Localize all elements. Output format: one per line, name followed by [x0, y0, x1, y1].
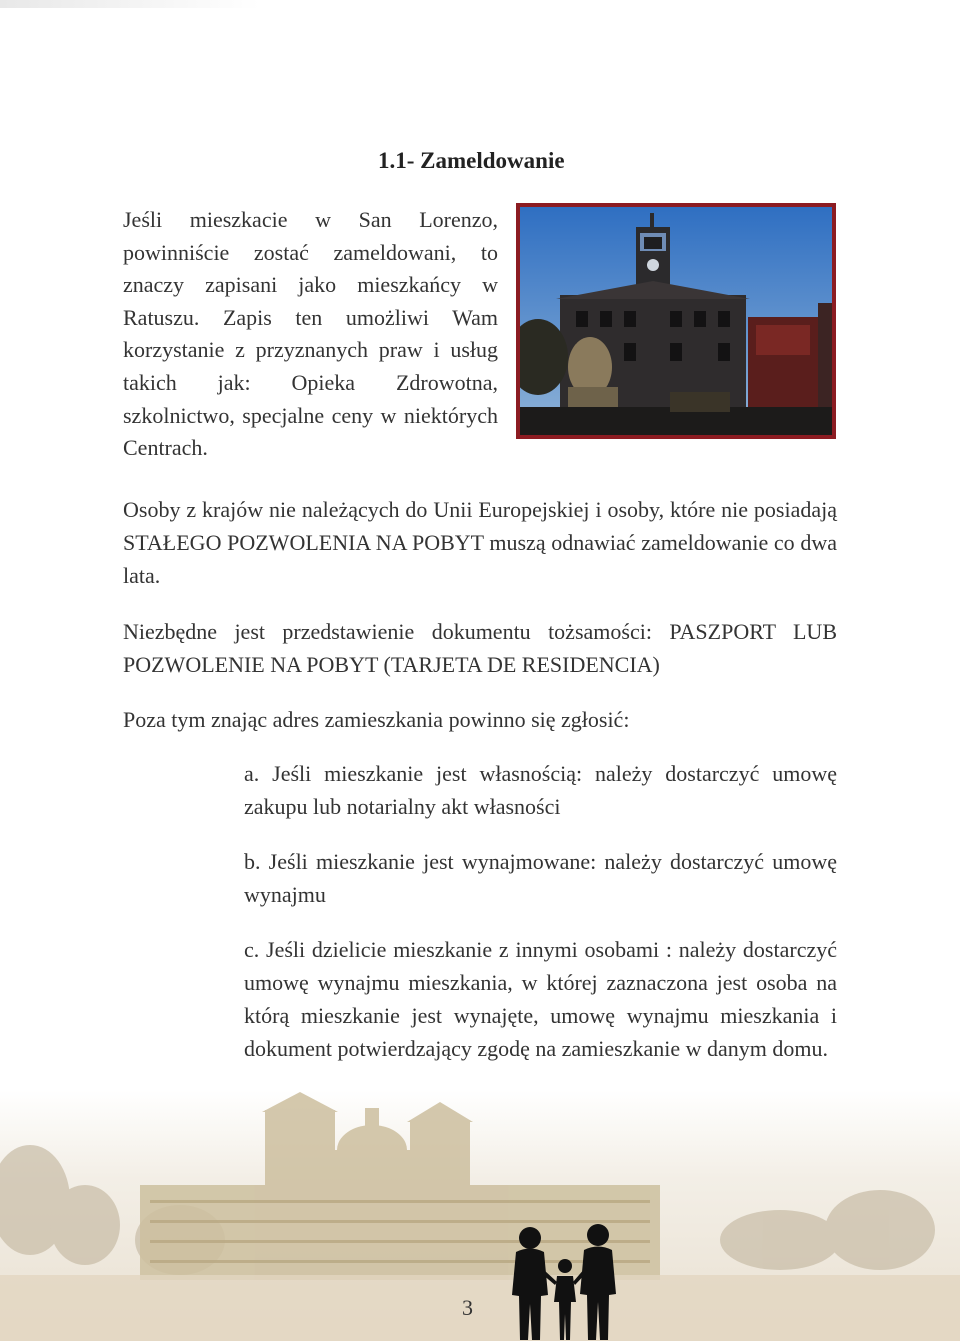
- non-eu-paragraph: Osoby z krajów nie należących do Unii Europejskiej i osoby, które nie posiadają STAŁEGO POZWOLENIA NA POBYT muszą odnawiać zameldowanie co dwa lata.: [123, 497, 837, 588]
- intro-paragraph: Jeśli mieszkacie w San Lorenzo, powinniście zostać zameldowani, to znaczy zapisani jako mieszkańcy w Ratuszu. Zapis ten umożliwi Wam korzystanie z przyznanych praw i usług takich jak: Opieka Zdrowotna, szkolnictwo, specjalne ceny w niektórych Centrach.: [123, 207, 498, 461]
- page-number: 3: [462, 1295, 473, 1320]
- list-item: a. Jeśli mieszkanie jest własnością: należy dostarczyć umowę zakupu lub notarialny akt własności: [244, 761, 837, 819]
- address-paragraph: Poza tym znając adres zamieszkania powinno się zgłosić:: [123, 707, 630, 732]
- section-heading: 1.1- Zameldowanie: [378, 148, 565, 173]
- list-item: b. Jeśli mieszkanie jest wynajmowane: należy dostarczyć umowę wynajmu: [244, 849, 837, 907]
- scan-edge: [0, 0, 260, 8]
- list-item: c. Jeśli dzielicie mieszkanie z innymi osobami : należy dostarczyć umowę wynajmu mieszkania, w której zaznaczona jest osoba na którą mieszkanie jest wynajęte, umowę wynajmu mieszkania i dokument potwierdzający zgodę na zamieszkanie w danym domu.: [244, 937, 837, 1061]
- document-paragraph: Niezbędne jest przedstawienie dokumentu tożsamości: PASZPORT LUB POZWOLENIE NA POBYT (TARJETA DE RESIDENCIA): [123, 619, 837, 677]
- monastery-watermark: [0, 1090, 960, 1341]
- town-hall-photo: [516, 203, 836, 439]
